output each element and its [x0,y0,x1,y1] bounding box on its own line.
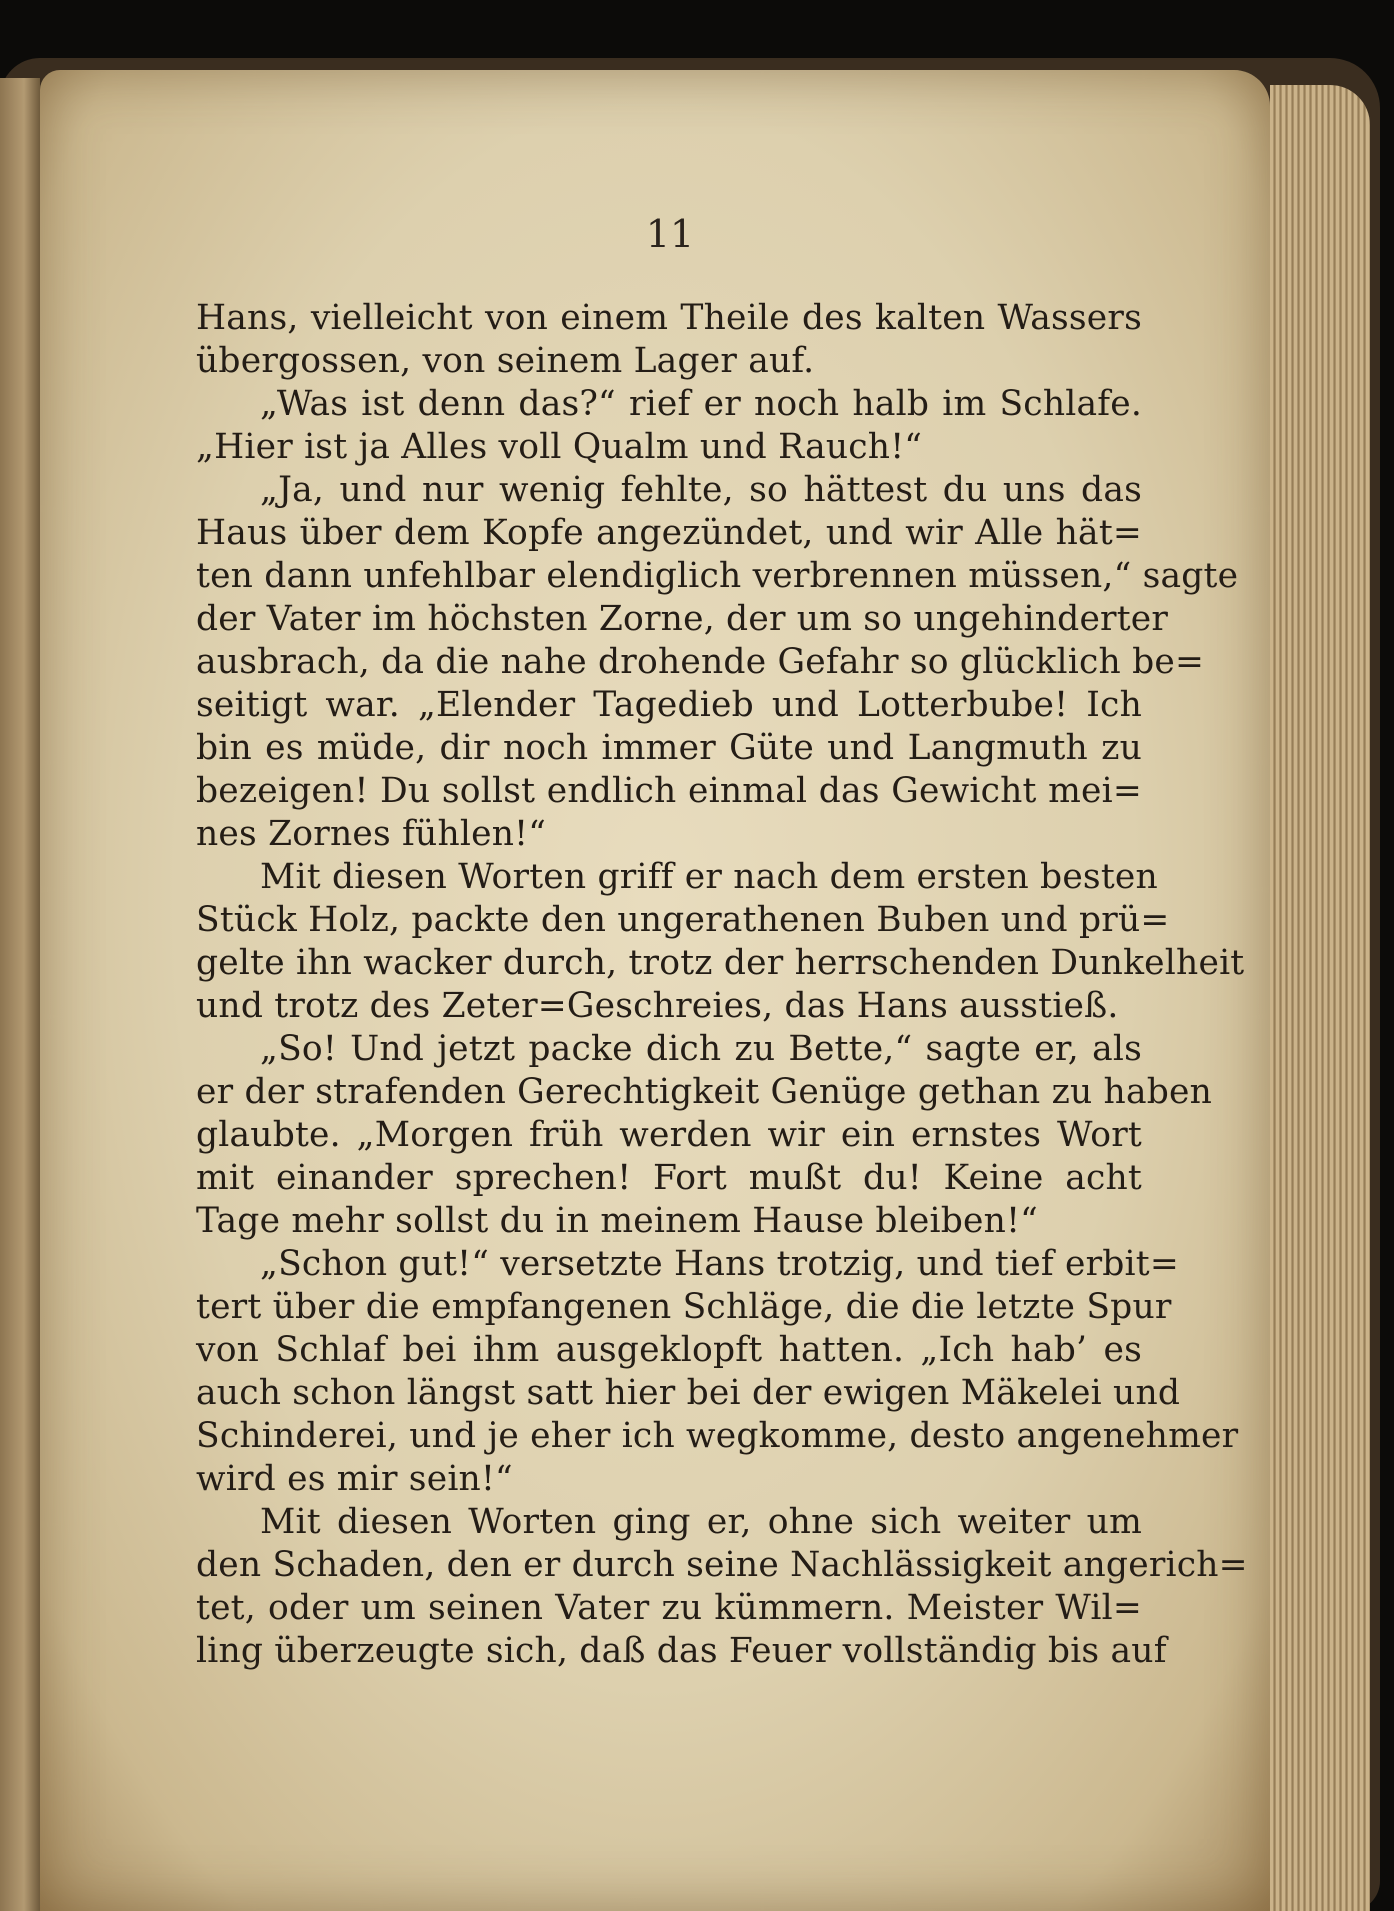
text-line: „Hier ist ja Alles voll Qualm und Rauch!“ [196,427,923,467]
text-line: „Was ist denn das?“ rief er noch halb im Schlafe. [260,384,1142,424]
text-line: tert über die empfangenen Schläge, die die letzte Spur [196,1287,1172,1327]
text-line: Haus über dem Kopfe angezündet, und wir Alle hät= [196,513,1142,553]
text-line: „Schon gut!“ versetzte Hans trotzig, und tief erbit= [260,1244,1179,1284]
text-line: „Ja, und nur wenig fehlte, so hättest du uns das [260,470,1142,510]
text-line: Mit diesen Worten griff er nach dem ersten besten [260,857,1158,897]
text-line: Hans, vielleicht von einem Theile des kalten Wassers [196,298,1142,338]
text-line: bezeigen! Du sollst endlich einmal das Gewicht mei= [196,771,1142,811]
text-line: der Vater im höchsten Zorne, der um so ungehinderter [196,599,1169,639]
text-line: auch schon längst satt hier bei der ewigen Mäkelei und [196,1373,1181,1413]
text-line: er der strafenden Gerechtigkeit Genüge gethan zu haben [196,1072,1213,1112]
text-line: seitigt war. „Elender Tagedieb und Lotterbube! Ich [196,685,1142,725]
text-line: von Schlaf bei ihm ausgeklopft hatten. „Ich hab’ es [196,1330,1142,1370]
text-line: mit einander sprechen! Fort mußt du! Keine acht [196,1158,1142,1198]
body-text [196,297,1248,1673]
text-line: nes Zornes fühlen!“ [196,814,547,854]
text-line: gelte ihn wacker durch, trotz der herrschenden Dunkelheit [196,943,1245,983]
text-line: ten dann unfehlbar elendiglich verbrennen müssen,“ sagte [196,556,1239,596]
page-number: 11 [645,212,695,256]
text-line: glaubte. „Morgen früh werden wir ein ernstes Wort [196,1115,1142,1155]
text-line: bin es müde, dir noch immer Güte und Langmuth zu [196,728,1142,768]
text-line: Schinderei, und je eher ich wegkomme, desto angenehmer [196,1416,1239,1456]
previous-page-edge [0,78,40,1911]
text-line: ausbrach, da die nahe drohende Gefahr so glücklich be= [196,642,1205,682]
text-line: übergossen, von seinem Lager auf. [196,341,815,381]
page-stack-edges [1270,85,1370,1911]
text-line: den Schaden, den er durch seine Nachlässigkeit angerich= [196,1545,1248,1585]
text-line: und trotz des Zeter=Geschreies, das Hans ausstieß. [196,986,1119,1026]
text-line: tet, oder um seinen Vater zu kümmern. Meister Wil= [196,1588,1142,1628]
text-line: ling überzeugte sich, daß das Feuer vollständig bis auf [196,1631,1167,1671]
text-line: Tage mehr sollst du in meinem Hause bleiben!“ [196,1201,1038,1241]
text-line: Stück Holz, packte den ungerathenen Buben und prü= [196,900,1170,940]
text-line: Mit diesen Worten ging er, ohne sich weiter um [260,1502,1142,1542]
text-line: wird es mir sein!“ [196,1459,513,1499]
text-line: „So! Und jetzt packe dich zu Bette,“ sagte er, als [260,1029,1142,1069]
